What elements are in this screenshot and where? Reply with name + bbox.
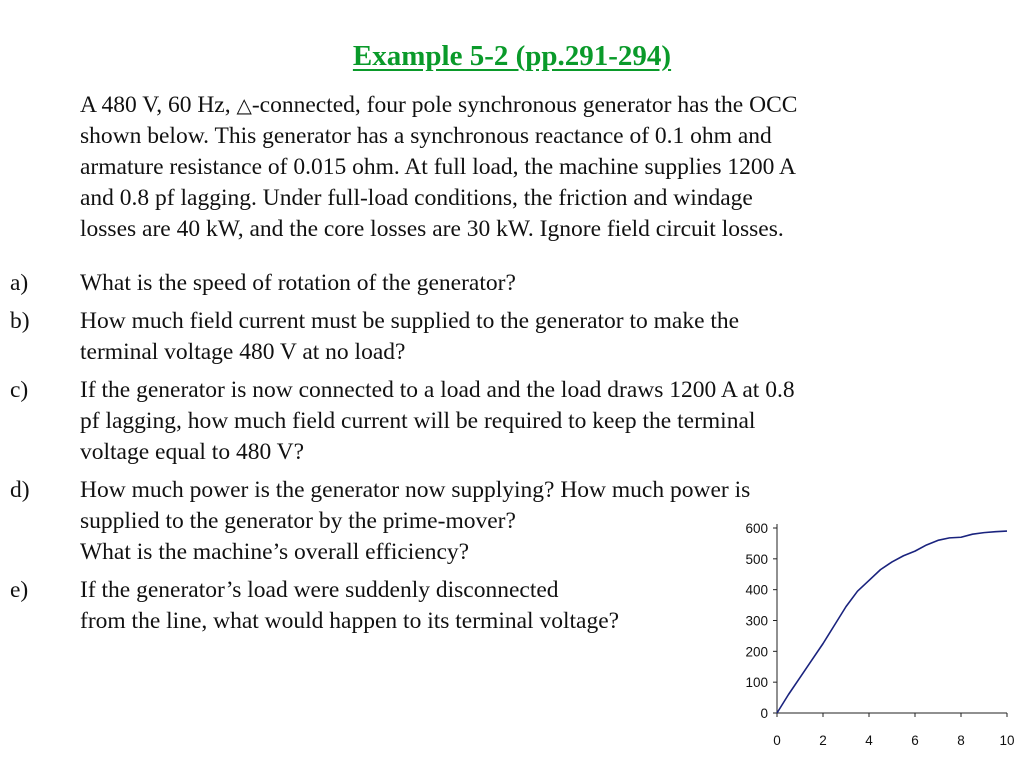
question-text: How much power is the generator now supplying? How much power is: [80, 477, 751, 503]
problem-statement: [80, 90, 970, 245]
y-tick-label: 100: [745, 675, 768, 691]
chart-series: [777, 531, 1007, 713]
question-text: How much field current must be supplied to the generator to make the: [80, 308, 740, 334]
y-tick-label: 200: [745, 644, 768, 660]
intro-line: [80, 92, 797, 118]
occ-chart: [730, 515, 1020, 755]
x-tick-label: 10: [999, 733, 1015, 748]
question-text: voltage equal to 480 V?: [80, 439, 305, 465]
y-tick-label: 600: [745, 521, 768, 536]
intro-line: losses are 40 kW, and the core losses are 30 kW. Ignore field circuit losses.: [80, 216, 784, 242]
question-label: a): [10, 270, 29, 296]
question-text: What is the machine’s overall efficiency?: [80, 539, 470, 565]
intro-line: and 0.8 pf lagging. Under full-load conditions, the friction and windage: [80, 185, 753, 211]
question-label: b): [10, 308, 30, 334]
question-label: e): [10, 577, 29, 603]
question-text: terminal voltage 480 V at no load?: [80, 339, 406, 365]
question-b: [10, 306, 970, 368]
x-tick-label: 2: [819, 733, 827, 748]
question-label: d): [10, 477, 30, 503]
question-label: c): [10, 377, 29, 403]
y-tick-label: 300: [745, 613, 768, 629]
question-a: [10, 268, 970, 299]
x-tick-label: 4: [865, 733, 873, 748]
question-text: from the line, what would happen to its terminal voltage?: [80, 608, 620, 634]
intro-text-end: -connected, four pole synchronous generator has the OCC: [251, 92, 798, 118]
slide-title: Example 5-2 (pp.291-294): [352, 40, 672, 72]
question-text: If the generator’s load were suddenly disconnected: [80, 577, 559, 603]
question-c: [10, 375, 970, 468]
intro-text-start: A 480 V, 60 Hz,: [80, 92, 237, 118]
x-tick-label: 8: [957, 733, 965, 748]
x-tick-labels: [773, 733, 1014, 748]
x-tick-label: 6: [911, 733, 919, 748]
question-text: What is the speed of rotation of the generator?: [80, 270, 516, 296]
intro-line: armature resistance of 0.015 ohm. At full load, the machine supplies 1200 A: [80, 154, 796, 180]
y-tick-labels: [745, 521, 768, 721]
question-text: pf lagging, how much field current will be required to keep the terminal: [80, 408, 756, 434]
question-text: supplied to the generator by the prime-mover?: [80, 508, 516, 534]
x-tick-label: 0: [773, 733, 781, 748]
y-tick-label: 400: [745, 582, 768, 598]
y-tick-label: 0: [760, 706, 768, 721]
occ-curve-line: [777, 531, 1007, 713]
y-tick-label: 500: [745, 551, 768, 567]
chart-axes: [773, 524, 1007, 717]
question-text: If the generator is now connected to a load and the load draws 1200 A at 0.8: [80, 377, 795, 403]
intro-line: shown below. This generator has a synchronous reactance of 0.1 ohm and: [80, 123, 772, 149]
delta-symbol-icon: △: [236, 93, 252, 117]
